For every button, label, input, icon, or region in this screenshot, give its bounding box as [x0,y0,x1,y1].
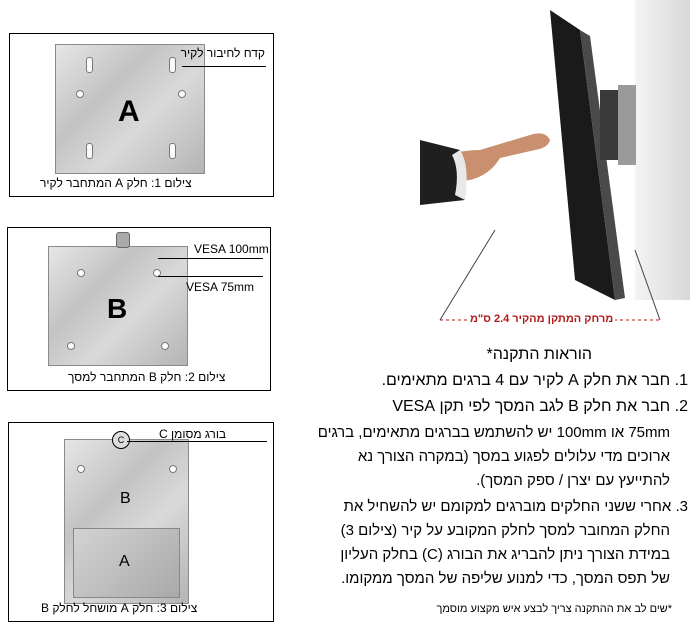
screw-c-marker [112,431,130,449]
vesa-75-arrow [158,276,263,277]
vesa-100-arrow [158,258,263,259]
vesa-hole [161,342,169,350]
mount-hole [169,465,177,473]
part-b-letter: B [120,490,131,507]
screw-c-arrow [127,441,267,442]
distance-label: מרחק המתקן מהקיר 2.4 ס"מ [470,313,614,325]
part-a-plate [55,44,205,174]
screw-c-label: בורג מסומן C [159,427,227,441]
screw-c-letter: C [117,435,125,445]
wall-drill-hole-label: קדח לחיבור לקיר [180,46,265,60]
part-b-plate [48,246,188,366]
tv-side-view-illustration [420,0,690,335]
instruction-line-3: 75mm או 100mm יש להשתמש בברגים מתאימים, ברגים [317,424,670,441]
instruction-line-9: של תפס המסך, כדי למנוע שליפה של המסך ממקומו. [341,570,670,587]
part-b-letter: B [107,293,128,324]
tv-mount-photo [420,0,690,335]
instruction-line-7: החלק המחובר למסך לחלק המקובע על קיר (צילום 3) [340,522,670,539]
part-b-plate [64,439,189,604]
figure-2-caption: צילום 2: חלק B המתחבר למסך [68,370,226,384]
instruction-line-8: במידת הצורך ניתן להבריג את הבורג (C) בחלק העליון [340,546,670,563]
callout-arrow [182,66,266,67]
figure-3-frame [8,422,274,622]
figure-1-caption: צילום 1: חלק A המתחבר לקיר [40,176,192,190]
mount-slot [86,143,93,159]
mount-slot [169,143,176,159]
vesa-100-label: VESA 100mm [194,242,269,256]
vesa-75-label: VESA 75mm [186,280,255,294]
instruction-line-5: להתייעץ עם יצרן / ספק המסך). [476,472,670,489]
part-a-letter: A [118,95,140,128]
instructions-heading: הוראות התקנה* [486,346,592,363]
part-a-inserted-plate [73,528,180,598]
figure-3-caption: צילום 3: חלק A מושחל לחלק B [41,601,198,615]
mount-hole [76,90,84,98]
figure-2-frame [7,227,271,391]
instruction-line-4: ארוכים מדי עלולים לפגוע במסך (במקרה הצורך נא [357,448,670,465]
mount-hole [77,465,85,473]
vesa-hole [67,342,75,350]
instruction-line-2: 2. חבר את חלק B לגב המסך לפי תקן VESA [392,398,688,415]
instruction-line-6: 3. אחרי ששני החלקים מוברגים למקומם יש להשחיל את [343,498,688,515]
installation-footnote: *שים לב את ההתקנה צריך לבצע איש מקצוע מוסמך [436,603,672,615]
mount-slot [86,57,93,73]
part-a-letter: A [119,553,130,570]
screw-head [116,232,130,248]
vesa-hole [77,269,85,277]
mount-slot [169,57,176,73]
figure-1-frame [9,33,274,197]
instruction-line-1: 1. חבר את חלק A לקיר עם 4 ברגים מתאימים. [381,372,688,389]
mount-hole [178,90,186,98]
